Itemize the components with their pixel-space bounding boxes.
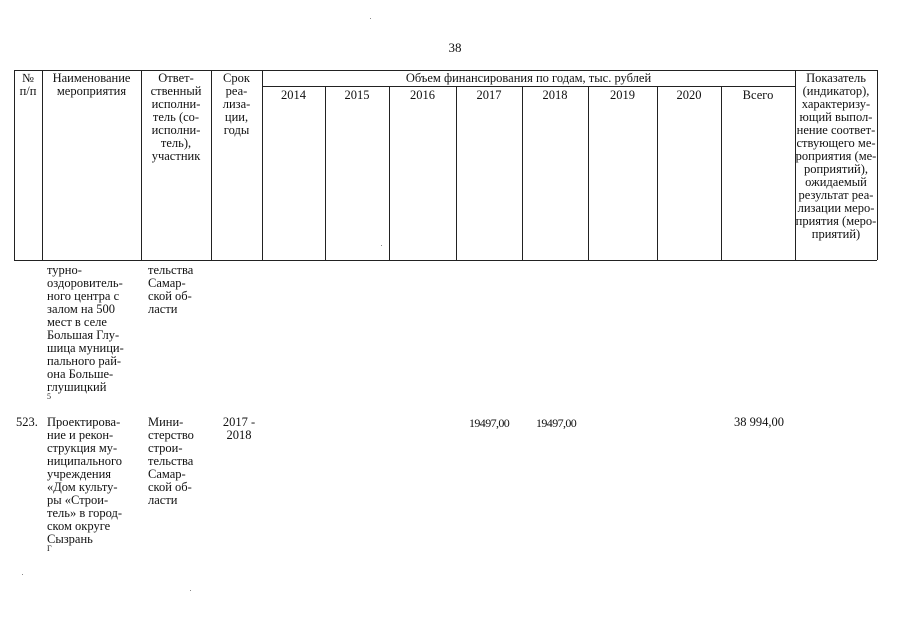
header-year-2016: 2016 [410,88,435,102]
header-number: № п/п [19,71,37,98]
col-border [456,86,457,260]
col-border [14,70,15,260]
continued-row-responsible: тельства Самар- ской об- ласти [148,263,194,316]
header-year-2018: 2018 [542,88,568,102]
col-border [42,70,43,260]
funding-subheader-border [262,86,795,87]
row-523-total: 38 994,00 [734,415,784,429]
row-523-responsible: Мини- стерство строи- тельства Самар- ской об- ласти [148,415,194,507]
header-total: Всего [742,88,774,102]
page-number: 38 [448,40,462,55]
scan-speck [190,590,191,591]
header-year-2017: 2017 [476,88,502,102]
header-bottom-border [14,260,877,261]
header-year-2019: 2019 [610,88,635,102]
col-border [721,86,722,260]
row-523-number: 523. [16,415,38,429]
header-event-name: Наименование мероприятия [52,71,131,98]
header-funding-title: Объем финансирования по годам, тыс. рублей [405,71,652,85]
col-border [588,86,589,260]
footnote-marker: 5 [47,391,51,401]
scan-speck [381,245,382,246]
header-year-2020: 2020 [676,88,702,102]
row-523-value-2018: 19497,00 [536,416,577,430]
col-border [325,86,326,260]
col-border [522,86,523,260]
scan-speck [22,574,23,575]
header-year-2014: 2014 [281,88,306,102]
header-year-2015: 2015 [344,88,370,102]
footnote-marker: Г [47,543,52,553]
header-responsible: Ответ- ственный исполни- тель (со- исполни- тель), участник [150,71,202,163]
row-523-value-2017: 19497,00 [469,416,510,430]
header-term: Срок реа- лиза- ции, годы [222,71,251,137]
header-indicator: Показатель (индикатор), характеризу- ющий выпол- нение соответ- ствующего ме- роприятия (ме- роприятий), ожидаемый результат реа- лизации меро- приятия (меро- приятий) [795,71,877,241]
col-border [657,86,658,260]
continued-row-name: турно- оздоровитель- ного центра с залом на 500 мест в селе Большая Глу- шица муници- пального рай- она Больше- глушицкий $^5$ [47,263,124,401]
scan-speck [370,18,371,19]
row-523-name: Проектирова- ние и рекон- струкция му- ниципального учреждения «Дом культу- ры «Строи- тель» в город- ском округе Сызрань $^Г$ [47,415,123,553]
col-border [877,70,878,260]
col-border [389,86,390,260]
row-523-term: 2017 - 2018 [222,415,256,442]
